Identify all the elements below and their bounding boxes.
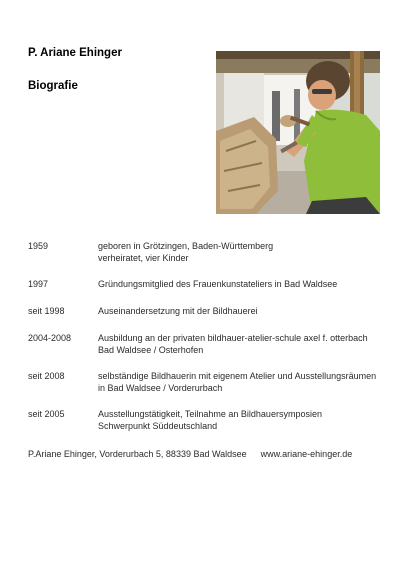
bio-year: 2004-2008 <box>28 333 72 343</box>
bio-text-line: Schwerpunkt Süddeutschland <box>98 421 218 431</box>
bio-text-line: Gründungsmitglied des Frauenkunstateliers in Bad Waldsee <box>98 279 338 289</box>
bio-text <box>98 332 398 356</box>
bio-text-line: Ausbildung an der privaten bildhauer-atelier-schule axel f. otterbach <box>98 333 368 343</box>
bio-text <box>98 240 398 264</box>
bio-year: seit 1998 <box>28 306 65 316</box>
bio-text-line: verheiratet, vier Kinder <box>98 253 189 263</box>
bio-text-line: Auseinandersetzung mit der Bildhauerei <box>98 306 258 316</box>
page-title: Biografie <box>28 80 78 92</box>
bio-text-line: in Bad Waldsee / Vorderurbach <box>98 383 223 393</box>
bio-text-line: Ausstellungstätigkeit, Teilnahme an Bildhauersymposien <box>98 409 322 419</box>
bio-year: seit 2008 <box>28 371 65 381</box>
footer-address: P.Ariane Ehinger, Vorderurbach 5, 88339 Bad Waldsee <box>28 449 247 459</box>
bio-year: 1997 <box>28 279 49 289</box>
bio-text-line: Bad Waldsee / Osterhofen <box>98 345 204 355</box>
bio-year: seit 2005 <box>28 409 65 419</box>
bio-text <box>98 408 398 432</box>
bio-text <box>98 305 398 317</box>
bio-text-line: selbständige Bildhauerin mit eigenem Atelier und Ausstellungsräumen <box>98 371 377 381</box>
bio-year: 1959 <box>28 241 49 251</box>
author-name: P. Ariane Ehinger <box>28 47 122 59</box>
bio-text <box>98 278 398 290</box>
bio-text <box>98 370 398 394</box>
artist-carving-photo <box>216 51 380 214</box>
website-link[interactable]: www.ariane-ehinger.de <box>260 449 353 459</box>
artist-photo <box>216 51 380 214</box>
footer <box>28 449 352 459</box>
bio-text-line: geboren in Grötzingen, Baden-Württemberg <box>98 241 274 251</box>
